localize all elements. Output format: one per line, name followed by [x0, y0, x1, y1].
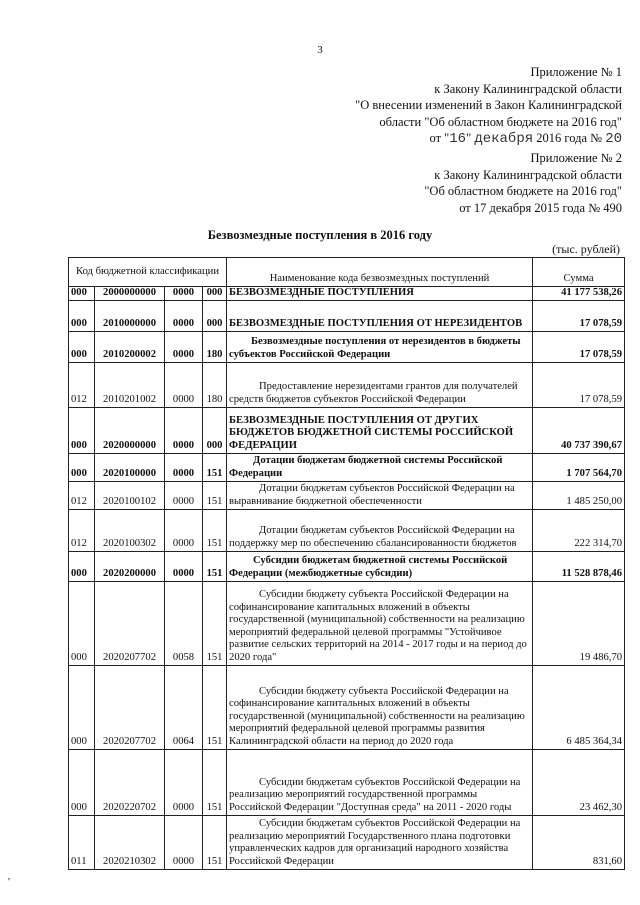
code-part-2: 2020100302 — [95, 509, 165, 551]
item-name: Субсидии бюджету субъекта Российской Федерации на софинансирование капитальных вложений в объекты государственной (муниципальной) собственности на реализацию мероприятий федеральной целевой программы развития Калининградской области на период до 2020 года — [227, 665, 533, 749]
item-sum: 17 078,59 — [533, 300, 625, 331]
code-part-2: 2010000000 — [95, 300, 165, 331]
appendix-2-header — [424, 150, 622, 216]
code-part-3: 0064 — [165, 665, 203, 749]
code-part-1: 000 — [69, 300, 95, 331]
code-part-3: 0000 — [165, 453, 203, 481]
code-part-2: 2020200000 — [95, 551, 165, 581]
date-month: декабря — [474, 131, 534, 147]
revenue-table — [68, 257, 625, 870]
code-part-1: 000 — [69, 581, 95, 665]
code-part-1: 000 — [69, 453, 95, 481]
table-row — [69, 453, 625, 481]
code-part-1: 000 — [69, 551, 95, 581]
page-number: 3 — [317, 44, 323, 56]
code-part-4: 151 — [203, 665, 227, 749]
document-title: Безвозмездные поступления в 2016 году — [207, 228, 433, 242]
code-part-2: 2010201002 — [95, 362, 165, 407]
code-part-1: 012 — [69, 362, 95, 407]
code-part-1: 000 — [69, 331, 95, 362]
item-name: Безвозмездные поступления от нерезидентов в бюджеты субъектов Российской Федерации — [227, 331, 533, 362]
item-sum: 1 485 250,00 — [533, 481, 625, 509]
table-header-row — [69, 258, 625, 287]
code-part-1: 012 — [69, 509, 95, 551]
item-name: Субсидии бюджетам субъектов Российской Федерации на реализацию мероприятий Государственного плана подготовки управленческих кадров для организаций народного хозяйства Российской Федерации — [227, 815, 533, 869]
code-part-1: 000 — [69, 665, 95, 749]
date-mid: " — [466, 131, 472, 145]
appendix-2-line3: "Об областном бюджете на 2016 год" — [424, 184, 622, 198]
appendix-1-header — [355, 64, 622, 148]
item-sum: 11 528 878,46 — [533, 551, 625, 581]
appendix-1-date-line — [355, 130, 622, 148]
table-row — [69, 551, 625, 581]
item-sum: 19 486,70 — [533, 581, 625, 665]
item-sum: 222 314,70 — [533, 509, 625, 551]
code-part-4: 151 — [203, 815, 227, 869]
item-sum: 831,60 — [533, 815, 625, 869]
code-part-2: 2020207702 — [95, 665, 165, 749]
code-part-2: 2020207702 — [95, 581, 165, 665]
table-body — [69, 287, 625, 870]
code-part-2: 2000000000 — [95, 287, 165, 301]
table-row — [69, 665, 625, 749]
appendix-1-line4: области "Об областном бюджете на 2016 год" — [379, 114, 622, 129]
table-row — [69, 749, 625, 815]
item-sum: 17 078,59 — [533, 362, 625, 407]
code-part-3: 0000 — [165, 551, 203, 581]
item-name: Дотации бюджетам субъектов Российской Федерации на поддержку мер по обеспечению сбалансированности бюджетов — [227, 509, 533, 551]
code-part-3: 0000 — [165, 509, 203, 551]
item-name: Предоставление нерезидентами грантов для получателей средств бюджетов субъектов Российской Федерации — [227, 362, 533, 407]
item-sum: 23 462,30 — [533, 749, 625, 815]
date-day: 16 — [449, 131, 467, 147]
code-part-2: 2020100000 — [95, 453, 165, 481]
header-sum: Сумма — [533, 258, 625, 287]
code-part-3: 0000 — [165, 331, 203, 362]
code-part-3: 0000 — [165, 287, 203, 301]
code-part-3: 0000 — [165, 749, 203, 815]
item-name: Дотации бюджетам субъектов Российской Федерации на выравнивание бюджетной обеспеченности — [227, 481, 533, 509]
code-part-4: 000 — [203, 300, 227, 331]
code-part-3: 0058 — [165, 581, 203, 665]
table-row — [69, 509, 625, 551]
code-part-2: 2020100102 — [95, 481, 165, 509]
table-row — [69, 581, 625, 665]
code-part-3: 0000 — [165, 362, 203, 407]
code-part-4: 000 — [203, 287, 227, 301]
code-part-1: 000 — [69, 287, 95, 301]
header-name: Наименование кода безвозмездных поступлений — [227, 258, 533, 287]
code-part-3: 0000 — [165, 481, 203, 509]
code-part-1: 000 — [69, 749, 95, 815]
table-row — [69, 481, 625, 509]
code-part-4: 000 — [203, 407, 227, 453]
code-part-2: 2010200002 — [95, 331, 165, 362]
item-name: Субсидии бюджетам субъектов Российской Федерации на реализацию мероприятий государственной программы Российской Федерации "Доступная среда" на 2011 - 2020 годы — [227, 749, 533, 815]
item-sum: 17 078,59 — [533, 331, 625, 362]
item-sum: 41 177 538,26 — [533, 287, 625, 301]
date-prefix: от " — [429, 131, 450, 145]
law-number: 20 — [605, 131, 622, 147]
table-row — [69, 815, 625, 869]
appendix-1-line3: "О внесении изменений в Закон Калининградской — [355, 98, 622, 112]
appendix-1-line2: к Закону Калининградской области — [434, 81, 622, 96]
code-part-4: 180 — [203, 362, 227, 407]
code-part-4: 151 — [203, 551, 227, 581]
code-part-3: 0000 — [165, 300, 203, 331]
table-row — [69, 300, 625, 331]
code-part-2: 2020210302 — [95, 815, 165, 869]
item-name: Дотации бюджетам бюджетной системы Российской Федерации — [227, 453, 533, 481]
item-name: Субсидии бюджету субъекта Российской Федерации на софинансирование капитальных вложений в объекты государственной (муниципальной) собственности на реализацию мероприятий федеральной целевой программы "Устойчивое развитие сельских территорий на 2014 - 2017 годы и на период до 2020 года" — [227, 581, 533, 665]
code-part-1: 012 — [69, 481, 95, 509]
item-name: Субсидии бюджетам бюджетной системы Российской Федерации (межбюджетные субсидии) — [227, 551, 533, 581]
date-year: 2016 года № — [536, 131, 606, 145]
table-row — [69, 331, 625, 362]
appendix-2-line2: к Закону Калининградской области — [434, 167, 622, 182]
table-row — [69, 287, 625, 301]
code-part-3: 0000 — [165, 407, 203, 453]
code-part-2: 2020000000 — [95, 407, 165, 453]
table-row — [69, 362, 625, 407]
item-name: БЕЗВОЗМЕЗДНЫЕ ПОСТУПЛЕНИЯ ОТ НЕРЕЗИДЕНТОВ — [227, 300, 533, 331]
units-label: (тыс. рублей) — [552, 242, 620, 256]
item-name: БЕЗВОЗМЕЗДНЫЕ ПОСТУПЛЕНИЯ ОТ ДРУГИХ БЮДЖЕТОВ БЮДЖЕТНОЙ СИСТЕМЫ РОССИЙСКОЙ ФЕДЕРАЦИИ — [227, 407, 533, 453]
item-sum: 1 707 564,70 — [533, 453, 625, 481]
item-name: БЕЗВОЗМЕЗДНЫЕ ПОСТУПЛЕНИЯ — [227, 287, 533, 301]
code-part-1: 000 — [69, 407, 95, 453]
code-part-4: 151 — [203, 509, 227, 551]
code-part-3: 0000 — [165, 815, 203, 869]
appendix-2-line1: Приложение № 2 — [530, 151, 622, 165]
code-part-4: 151 — [203, 453, 227, 481]
header-code: Код бюджетной классификации — [69, 258, 227, 287]
code-part-1: 011 — [69, 815, 95, 869]
item-sum: 40 737 390,67 — [533, 407, 625, 453]
code-part-2: 2020220702 — [95, 749, 165, 815]
code-part-4: 180 — [203, 331, 227, 362]
code-part-4: 151 — [203, 581, 227, 665]
code-part-4: 151 — [203, 749, 227, 815]
code-part-4: 151 — [203, 481, 227, 509]
item-sum: 6 485 364,34 — [533, 665, 625, 749]
appendix-2-line4: от 17 декабря 2015 года № 490 — [459, 200, 622, 215]
table-row — [69, 407, 625, 453]
appendix-1-line1: Приложение № 1 — [530, 65, 622, 79]
margin-mark: ' — [8, 876, 10, 888]
